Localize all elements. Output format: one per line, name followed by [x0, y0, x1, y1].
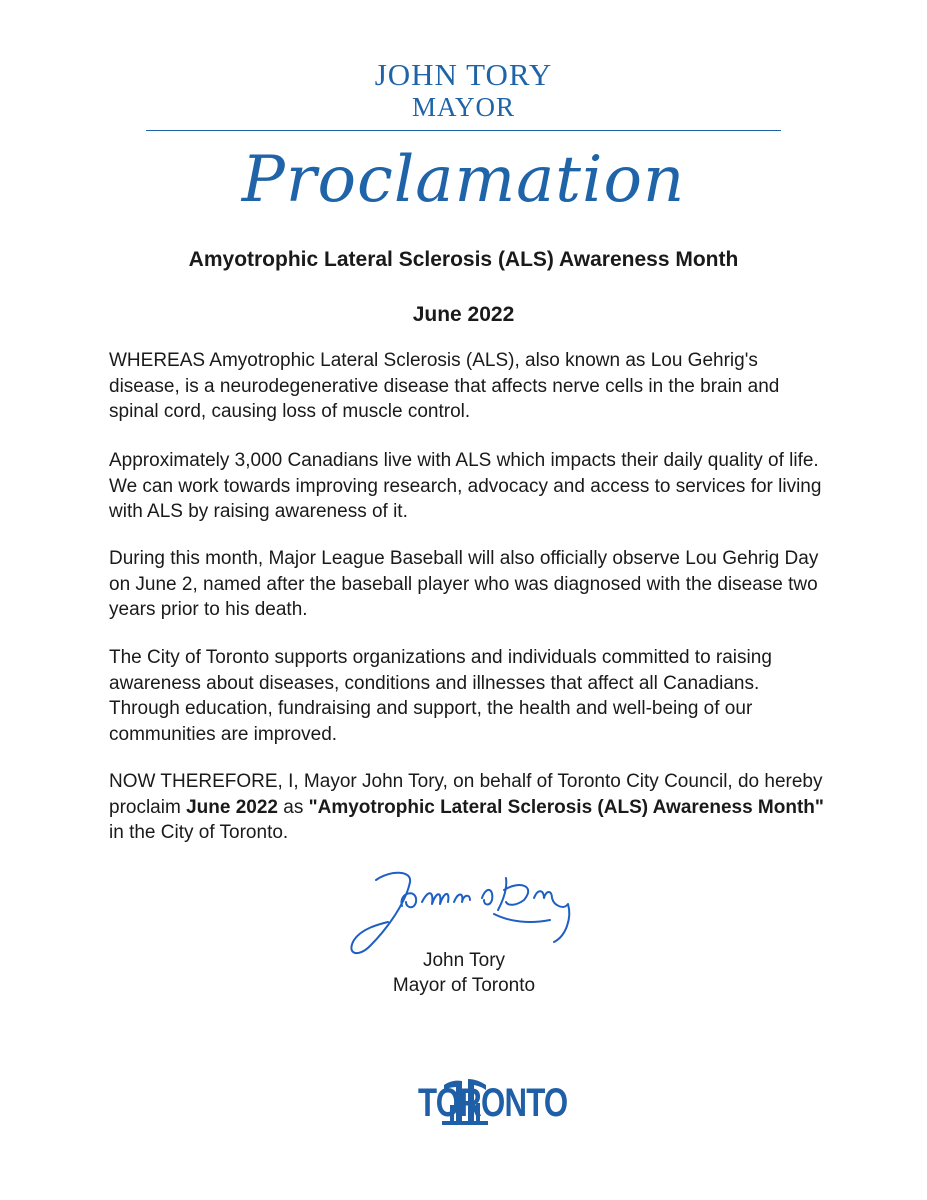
proclamation-date: June 2022 [412, 303, 515, 326]
proclamation-title: Amyotrophic Lateral Sclerosis (ALS) Awareness Month [188, 248, 739, 271]
closing-middle: as [277, 796, 309, 818]
signatory-title: Mayor of Toronto [392, 975, 536, 996]
paragraph-canadians: Approximately 3,000 Canadians live with ALS which impacts their daily quality of life. We can work towards improving research, advocacy and access to services for living with ALS by raising awareness of it. [109, 450, 822, 522]
proclamation-script-title: Proclamation [241, 143, 686, 217]
mayor-name-heading: JOHN TORY [374, 57, 553, 92]
paragraph-whereas: WHEREAS Amyotrophic Lateral Sclerosis (ALS), also known as Lou Gehrig's disease, is a neurodegenerative disease that affects nerve cells in the brain and spinal cord, causing loss of muscle control. [109, 350, 780, 422]
paragraph-baseball: During this month, Major League Baseball will also officially observe Lou Gehrig Day on June 2, named after the baseball player who was diagnosed with the disease two years prior to his death. [109, 548, 819, 620]
paragraph-city-support: The City of Toronto supports organizations and individuals committed to raising awareness about diseases, conditions and illnesses that affect all Canadians. Through education, fundraising and support, the health and well-being of our communities are improved. [109, 647, 772, 745]
closing-month-name: "Amyotrophic Lateral Sclerosis (ALS) Awareness Month" [308, 796, 824, 818]
closing-intro: NOW THEREFORE, I, Mayor John Tory, on behalf of Toronto City Council, do hereby proclaim [109, 771, 823, 818]
header-divider [146, 130, 781, 131]
paragraph-now-therefore [109, 769, 829, 846]
toronto-wordmark: TORONTO [418, 1081, 568, 1125]
closing-date: June 2022 [186, 796, 278, 818]
closing-end: in the City of Toronto. [109, 822, 289, 843]
handwritten-signature [340, 862, 590, 962]
signatory-name: John Tory [422, 950, 506, 971]
mayor-office-heading: MAYOR [411, 92, 516, 122]
